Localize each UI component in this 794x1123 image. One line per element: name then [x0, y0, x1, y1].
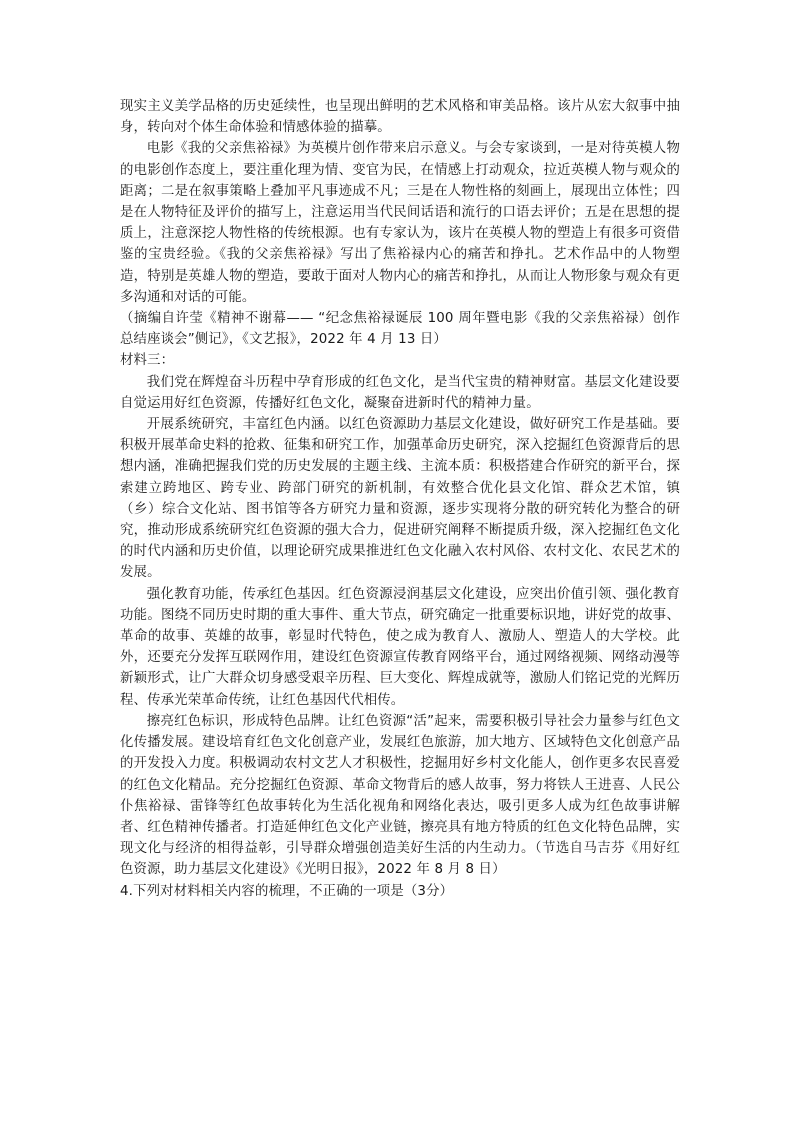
paragraph-brand-building: 擦亮红色标识，形成特色品牌。让红色资源“活”起来，需要积极引导社会力量参与红色文化传播发展。建设培育红色文化创意产业，发展红色旅游，加大地方、区域特色文化创意产品的开发投入力度。积极调动农村文艺人才积极性，挖掘用好乡村文化能人，创作更多农民喜爱的红色文化精品。充分挖掘红色资源、革命文物背后的感人故事，努力将铁人王进喜、人民公仆焦裕禄、雷锋等红色故事转化为生活化视角和网络化表达，吸引更多人成为红色故事讲解者、红色精神传播者。打造延伸红色文化产业链，擦亮具有地方特质的红色文化特色品牌，实现文化与经济的相得益彰，引导群众增强创造美好生活的内生动力。（节选自马吉芬《用好红色资源，助力基层文化建设》《光明日报》，2022 年 8 月 8 日）: [120, 713, 680, 878]
paragraph-systematic-research: 开展系统研究，丰富红色内涵。以红色资源助力基层文化建设，做好研究工作是基础。要积极开展革命史料的抢救、征集和研究工作，加强革命历史研究，深入挖掘红色资源背后的思想内涵，准确把握我们党的历史发展的主题主线、主流本质：积极搭建合作研究的新平台，探索建立跨地区、跨专业、跨部门研究的新机制，有效整合优化县文化馆、群众艺术馆，镇（乡）综合文化站、图书馆等各方研究力量和资源，逐步实现将分散的研究转化为整合的研究，推动形成系统研究红色资源的强大合力，促进研究阐释不断提质升级，深入挖掘红色文化的时代内涵和历史价值，以理论研究成果推进红色文化融入农村风俗、农村文化、农民艺术的发展。: [120, 417, 680, 581]
citation-material-two: （摘编自许莹《精神不谢幕—— “纪念焦裕禄诞辰 100 周年暨电影《我的父亲焦裕禄）创作总结座谈会”侧记》，《文艺报》，2022 年 4 月 13 日）: [120, 311, 680, 348]
document-page: [120, 96, 680, 902]
question-four: 4.下列对材料相关内容的梳理，不正确的一项是（3分）: [120, 883, 454, 899]
section-heading-material-three: 材料三：: [120, 353, 175, 369]
paragraph-education-function: 强化教育功能，传承红色基因。红色资源浸润基层文化建设，应突出价值引领、强化教育功能。图绕不同历史时期的重大事件、重大节点，研究确定一批重要标识地，讲好党的故事、革命的故事、英雄的故事，彰显时代特色，使之成为教育人、激励人、塑造人的大学校。此外，还要充分发挥互联网作用，建设红色资源宣传教育网络平台，通过网络视频、网络动漫等新颖形式，让广大群众切身感受艰辛历程、巨大变化、辉煌成就等，激励人们铭记党的光辉历程、传承光荣革命传统，让红色基因代代相传。: [120, 586, 680, 708]
paragraph-intro-continuation: 现实主义美学品格的历史延续性，也呈现出鲜明的艺术风格和审美品格。该片从宏大叙事中抽身，转向对个体生命体验和情感体验的描摹。: [120, 99, 680, 136]
paragraph-red-culture-intro: 我们党在辉煌奋斗历程中孕育形成的红色文化，是当代宝贵的精神财富。基层文化建设要自觉运用好红色资源，传播好红色文化，凝聚奋进新时代的精神力量。: [120, 374, 680, 411]
paragraph-film-inspiration: 电影《我的父亲焦裕禄》为英模片创作带来启示意义。与会专家谈到，一是对待英模人物的电影创作态度上，要注重化理为情、变官为民，在情感上打动观众，拉近英模人物与观众的距离；二是在叙事策略上叠加平凡事迹成不凡；三是在人物性格的刻画上，展现出立体性；四是在人物特征及评价的描写上，注意运用当代民间话语和流行的口语去评价；五是在思想的提质上，注意深挖人物性格的传统根源。也有专家认为，该片在英模人物的塑造上有很多可资借鉴的宝贵经验。《我的父亲焦裕禄》写出了焦裕禄内心的痛苦和挣扎。艺术作品中的人物塑造，特别是英雄人物的塑造，要敢于面对人物内心的痛苦和挣扎，从而让人物形象与观众有更多沟通和对话的可能。: [120, 141, 680, 305]
